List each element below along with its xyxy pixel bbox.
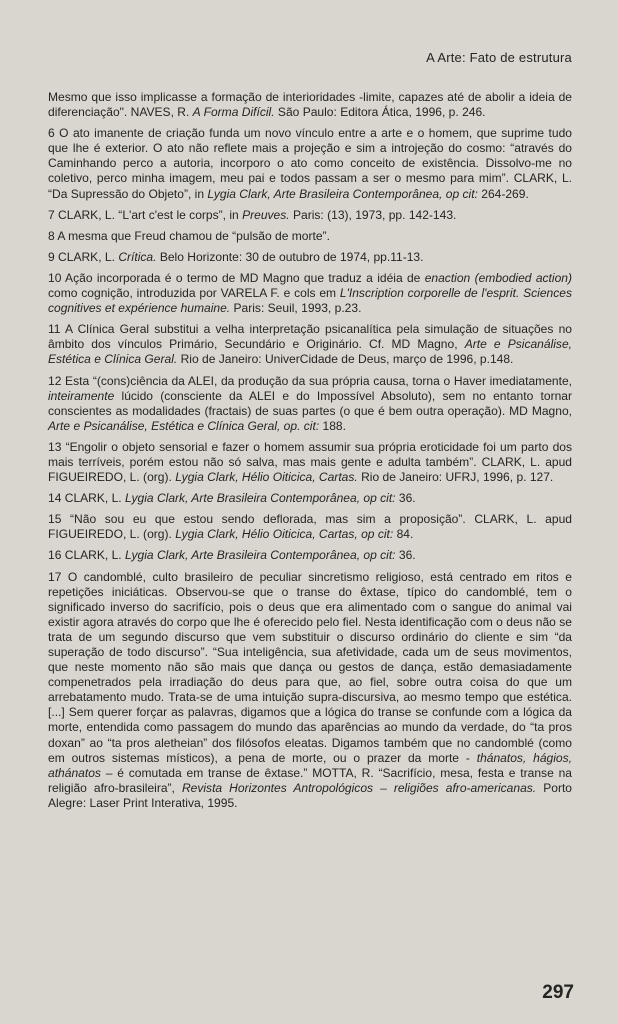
endnote-text: 12 Esta “(cons)ciência da ALEI, da produção da sua própria causa, torna o Haver imediatamente, bbox=[48, 373, 572, 388]
endnote bbox=[48, 374, 572, 434]
endnote bbox=[48, 126, 572, 201]
endnote bbox=[48, 548, 572, 563]
endnote-text: 84. bbox=[393, 527, 414, 542]
endnote-italic-text: Arte e Psicanálise, Estética e Clínica Geral. bbox=[48, 337, 572, 367]
endnote-text: 17 O candomblé, culto brasileiro de peculiar sincretismo religioso, está centrado em ritos e repetições iniciáticas. Observou-se que o transe do êxtase, típico do candomblé, tem o significado inverso do sacrifício, pois o deus que era alimentado com o sangue do animal vai existir agora através do corpo que lhe é oferecido pelo fiel. Nesta identificação com o deus não se trata de um segundo discurso que vem substituir o discurso ordinário do cliente e sim “da superação de todo discurso”. “Sua inteligência, sua afetividade, cada um de seus movimentos, que neste momento não são mais que dança ou gestos de dança, estão demasiadamente compenetrados pela irradiação do deus para que, ao fiel, sobre outra coisa do que um arrebatamento mudo. Trata-se de uma intuição supra-discursiva, ao mesmo tempo que estética. [...] Sem querer forçar as palavras, digamos que a lógica do transe se confunde com a lógica da morte, entendida como passagem do mundo das aparências ao mundo da verdade, do “ta pros doxan” ao “ta pros aletheian” dos filósofos eleatas. Digamos também que no candomblé (como em outros sistemas místicos), a pena de morte, ou o prazer da morte - bbox=[48, 569, 572, 765]
endnote bbox=[48, 440, 572, 485]
endnote-text: Porto Alegre: Laser Print Interativa, 1995. bbox=[48, 780, 572, 810]
endnote-text: 36. bbox=[395, 491, 416, 506]
endnote-text: 13 “Engolir o objeto sensorial e fazer o homem assumir sua própria eroticidade foi um parto dos mais terríveis, porém estou não só salva, mas mais gente e adulta também”. CLARK, L. apud FIGUEIREDO, L. (org). bbox=[48, 439, 572, 485]
endnote-italic-text: Lygia Clark, Hélio Oiticica, Cartas. bbox=[175, 470, 358, 485]
endnote-text: São Paulo: Editora Ática, 1996, p. 246. bbox=[274, 105, 486, 120]
endnote-text: Mesmo que isso implicasse a formação de interioridades -limite, capazes até de abolir a ideia de diferenciação". NAVES, R. bbox=[48, 90, 572, 120]
endnote bbox=[48, 90, 572, 120]
endnote-text: Paris: Seuil, 1993, p.23. bbox=[230, 301, 362, 316]
endnote-italic-text: Lygia Clark, Hélio Oiticica, Cartas, op cit: bbox=[175, 527, 394, 542]
endnote bbox=[48, 208, 572, 223]
endnote-text: 16 CLARK, L. bbox=[48, 548, 126, 563]
endnote-text: 188. bbox=[319, 418, 346, 433]
endnote-text: 11 A Clínica Geral substitui a velha interpretação psicanalítica pela simulação de situações no âmbito dos vínculos Primário, Secundário e Originário. Cf. MD Magno, bbox=[48, 322, 572, 352]
endnote bbox=[48, 229, 572, 244]
endnote-text: 10 Ação incorporada é o termo de MD Magno que traduz a idéia de bbox=[48, 270, 425, 285]
endnote bbox=[48, 570, 572, 812]
endnote-italic-text: thánatos, hágios, athánatos bbox=[48, 750, 572, 780]
endnotes-list bbox=[48, 90, 572, 817]
endnote-italic-text: Crítica. bbox=[118, 249, 157, 264]
endnote-text: 36. bbox=[395, 548, 416, 563]
endnote-text: Paris: (13), 1973, pp. 142-143. bbox=[289, 207, 457, 222]
endnote-text: como cognição, introduzida por VARELA F. e cols em bbox=[48, 286, 340, 301]
endnote-italic-text: Preuves. bbox=[242, 207, 290, 222]
page-number: 297 bbox=[542, 982, 574, 1003]
running-header-title: A Arte: Fato de estrutura bbox=[426, 50, 572, 65]
endnote-text: 6 O ato imanente de criação funda um novo vínculo entre a arte e o homem, que suprime tudo que lhe é exterior. O ato não reflete mais a projeção e sim a introjeção do cosmo: “através do Caminhando perco a autoria, incorporo o ato como conceito de existência. Dissolvo-me no coletivo, perco minha imagem, meu pai e todos passam a ser o mesmo para mim”. CLARK, L. “Da Supressão do Objeto”, in bbox=[48, 126, 572, 201]
endnote-italic-text: inteiramente bbox=[48, 388, 115, 403]
endnote-italic-text: enaction (embodied action) bbox=[424, 270, 572, 285]
endnote-text: lúcido (consciente da ALEI e do Impossível Absoluto), sem no entanto tornar conscientes as modalidades (fractais) de suas partes (o que é bem outra operação). MD Magno, bbox=[48, 388, 572, 418]
endnote bbox=[48, 491, 572, 506]
endnote-italic-text: Lygia Clark, Arte Brasileira Contemporânea, op cit: bbox=[125, 548, 396, 563]
endnote-text: 7 CLARK, L. “L'art c'est le corps”, in bbox=[48, 207, 243, 222]
endnote bbox=[48, 322, 572, 367]
endnote-italic-text: L'Inscription corporelle de l'esprit. Sciences cognitives et expérience humaine. bbox=[48, 286, 572, 316]
endnote-text: Rio de Janeiro: UFRJ, 1996, p. 127. bbox=[357, 470, 554, 485]
endnote-text: – é comutada em transe de êxtase.” MOTTA, R. “Sacrifício, mesa, festa e transe na religião afro-brasileira”, bbox=[48, 765, 572, 795]
endnote-text: Rio de Janeiro: UniverCidade de Deus, março de 1996, p.148. bbox=[177, 352, 514, 367]
endnote-italic-text: Revista Horizontes Antropológicos – religiões afro-americanas. bbox=[181, 780, 537, 795]
endnote bbox=[48, 271, 572, 316]
endnote bbox=[48, 512, 572, 542]
endnote-italic-text: Lygia Clark, Arte Brasileira Contemporânea, op cit: bbox=[125, 491, 396, 506]
endnote-text: Belo Horizonte: 30 de outubro de 1974, pp.11-13. bbox=[156, 249, 424, 264]
endnote-text: 8 A mesma que Freud chamou de “pulsão de morte”. bbox=[48, 228, 330, 243]
endnote-text: 9 CLARK, L. bbox=[48, 249, 119, 264]
endnote-text: 15 “Não sou eu que estou sendo deflorada, mas sim a proposição”. CLARK, L. apud FIGUEIREDO, L. (org). bbox=[48, 512, 572, 542]
endnote-italic-text: Arte e Psicanálise, Estética e Clínica Geral, op. cit: bbox=[48, 418, 320, 433]
endnote-italic-text: Lygia Clark, Arte Brasileira Contemporânea, op cit: bbox=[207, 186, 478, 201]
endnote bbox=[48, 250, 572, 265]
endnote-text: 264-269. bbox=[477, 186, 529, 201]
endnote-text: 14 CLARK, L. bbox=[48, 491, 126, 506]
endnote-italic-text: A Forma Difícil. bbox=[192, 105, 275, 120]
